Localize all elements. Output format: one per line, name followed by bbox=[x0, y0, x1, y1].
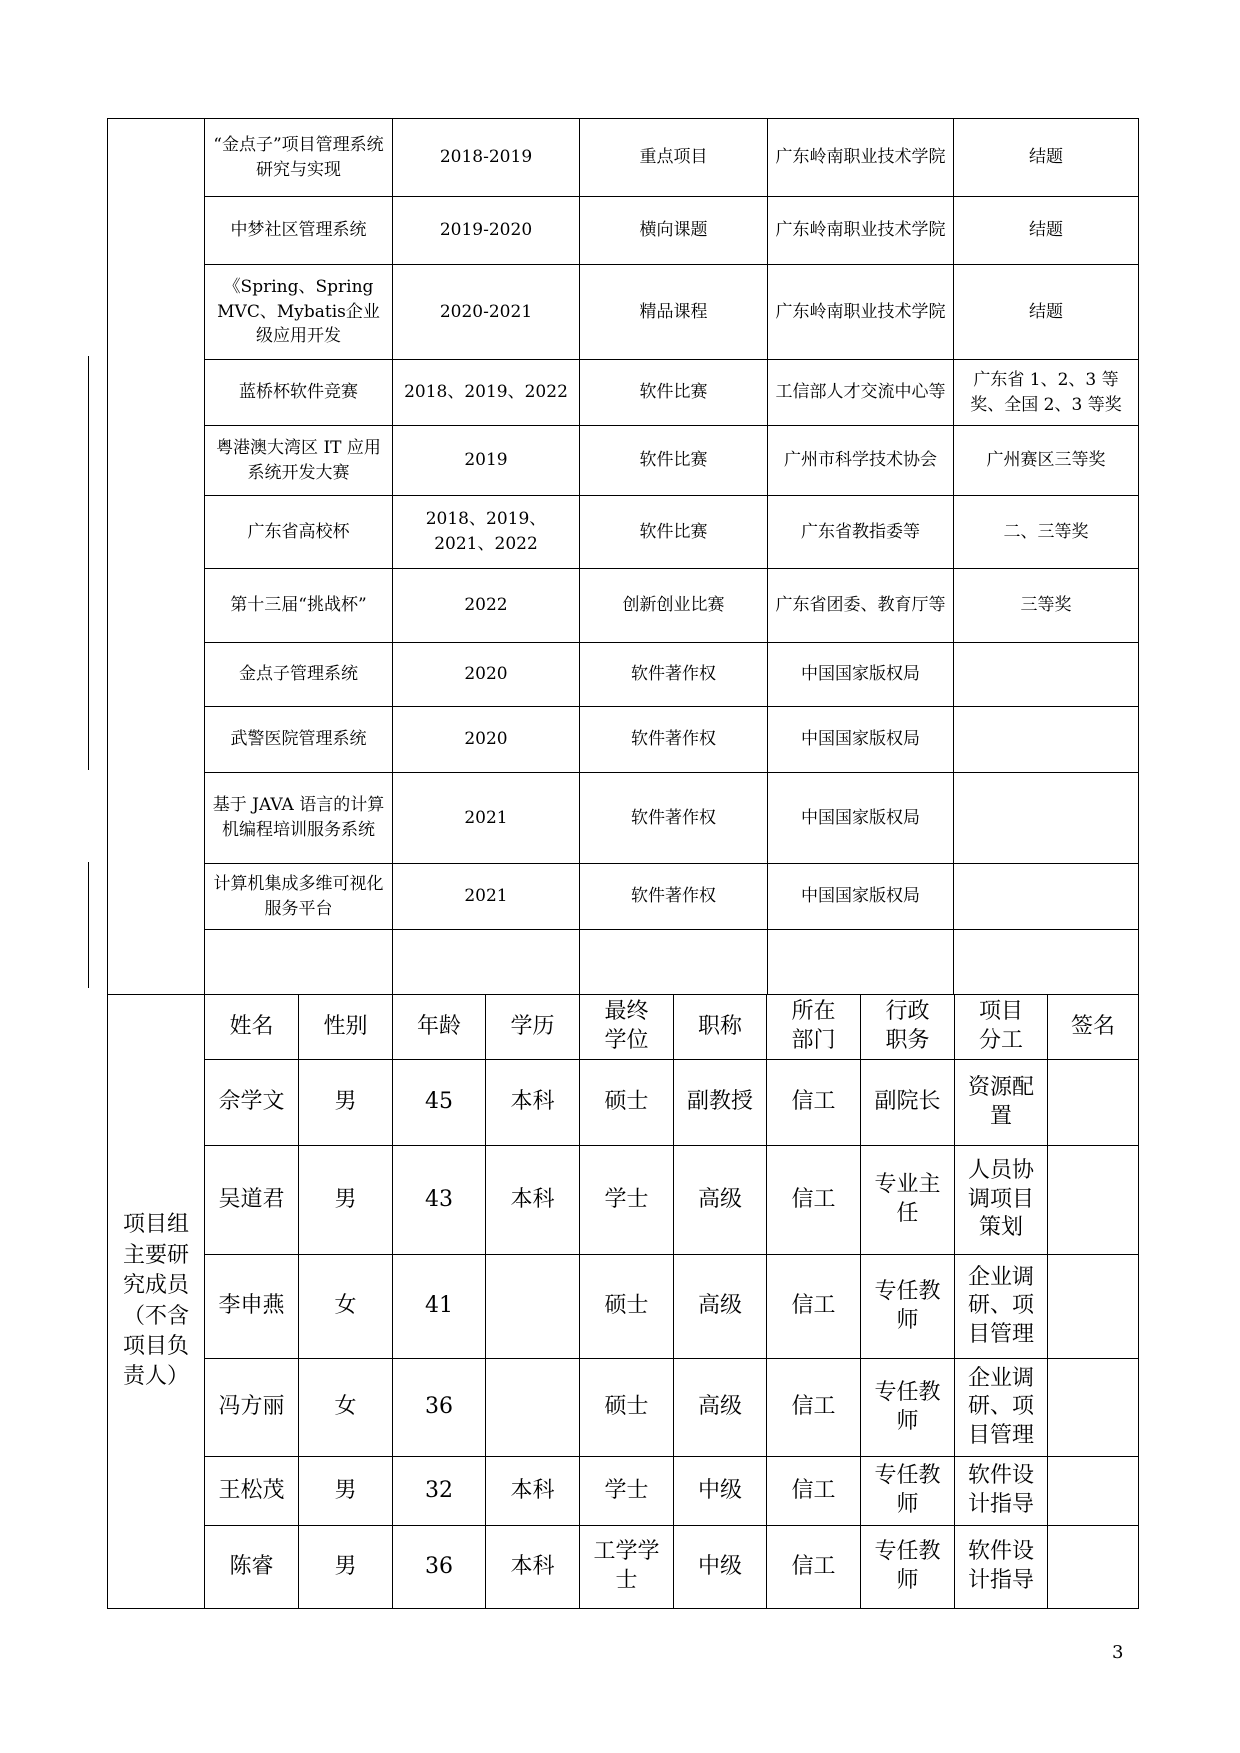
member-signature bbox=[1048, 1359, 1139, 1457]
project-name: 蓝桥杯软件竞赛 bbox=[205, 360, 393, 426]
member-age: 36 bbox=[393, 1526, 486, 1609]
header-dept-text: 所在部门 bbox=[791, 999, 836, 1053]
table-row bbox=[108, 773, 1139, 864]
member-name: 佘学文 bbox=[205, 1060, 299, 1146]
member-gender: 女 bbox=[299, 1255, 393, 1359]
member-role-text: 人员协调项目策划 bbox=[967, 1158, 1034, 1241]
projects-table bbox=[107, 118, 1139, 995]
member-role bbox=[955, 1457, 1048, 1526]
project-result: 广州赛区三等奖 bbox=[954, 426, 1139, 496]
member-education: 本科 bbox=[486, 1457, 580, 1526]
member-education bbox=[486, 1255, 580, 1359]
member-dept: 信工 bbox=[767, 1359, 861, 1457]
table-row bbox=[108, 1146, 1139, 1255]
project-org: 中国国家版权局 bbox=[768, 773, 954, 864]
project-period bbox=[393, 930, 580, 995]
project-result: 结题 bbox=[954, 265, 1139, 360]
table-row bbox=[108, 569, 1139, 643]
project-org: 广州市科学技术协会 bbox=[768, 426, 954, 496]
member-title: 中级 bbox=[674, 1526, 767, 1609]
project-type: 横向课题 bbox=[580, 197, 768, 265]
member-age: 32 bbox=[393, 1457, 486, 1526]
project-type: 软件著作权 bbox=[580, 643, 768, 707]
members-header-row bbox=[108, 995, 1139, 1060]
member-role bbox=[955, 1060, 1048, 1146]
table-row bbox=[108, 1526, 1139, 1609]
header-age: 年龄 bbox=[393, 995, 486, 1060]
member-role-text: 企业调研、项目管理 bbox=[967, 1365, 1034, 1448]
project-name: 粤港澳大湾区 IT 应用系统开发大赛 bbox=[205, 426, 393, 496]
page-number: 3 bbox=[1112, 1642, 1124, 1663]
project-period: 2019 bbox=[393, 426, 580, 496]
member-signature bbox=[1048, 1526, 1139, 1609]
header-position-text: 行政职务 bbox=[885, 999, 930, 1053]
project-type: 软件著作权 bbox=[580, 773, 768, 864]
table-row bbox=[108, 1255, 1139, 1359]
project-result bbox=[954, 864, 1139, 930]
project-org: 中国国家版权局 bbox=[768, 864, 954, 930]
member-gender: 女 bbox=[299, 1359, 393, 1457]
member-position bbox=[861, 1146, 955, 1255]
project-period: 2020 bbox=[393, 643, 580, 707]
table-row bbox=[108, 864, 1139, 930]
member-degree bbox=[580, 1526, 674, 1609]
header-role bbox=[955, 995, 1048, 1060]
member-title: 副教授 bbox=[674, 1060, 767, 1146]
member-name: 李申燕 bbox=[205, 1255, 299, 1359]
margin-line-upper bbox=[88, 356, 89, 770]
project-period: 2018、2019、2021、2022 bbox=[393, 496, 580, 569]
member-signature bbox=[1048, 1457, 1139, 1526]
project-result bbox=[954, 707, 1139, 773]
member-gender: 男 bbox=[299, 1526, 393, 1609]
member-degree: 学士 bbox=[580, 1146, 674, 1255]
member-education: 本科 bbox=[486, 1526, 580, 1609]
project-type: 软件比赛 bbox=[580, 496, 768, 569]
project-result bbox=[954, 773, 1139, 864]
member-role-text: 企业调研、项目管理 bbox=[967, 1264, 1034, 1347]
member-role bbox=[955, 1359, 1048, 1457]
header-name: 姓名 bbox=[205, 995, 299, 1060]
project-period: 2018、2019、2022 bbox=[393, 360, 580, 426]
project-name bbox=[205, 930, 393, 995]
project-name: 第十三届“挑战杯” bbox=[205, 569, 393, 643]
margin-line-lower bbox=[88, 862, 89, 988]
table-row bbox=[108, 360, 1139, 426]
header-signature: 签名 bbox=[1048, 995, 1139, 1060]
header-dept bbox=[767, 995, 861, 1060]
member-dept: 信工 bbox=[767, 1146, 861, 1255]
project-name: 金点子管理系统 bbox=[205, 643, 393, 707]
project-name: 广东省高校杯 bbox=[205, 496, 393, 569]
table-row bbox=[108, 197, 1139, 265]
project-org: 中国国家版权局 bbox=[768, 643, 954, 707]
member-role-text: 资源配置 bbox=[967, 1074, 1034, 1129]
project-period: 2020 bbox=[393, 707, 580, 773]
member-title: 高级 bbox=[674, 1255, 767, 1359]
member-position bbox=[861, 1359, 955, 1457]
header-degree bbox=[580, 995, 674, 1060]
member-dept: 信工 bbox=[767, 1526, 861, 1609]
members-table bbox=[107, 994, 1139, 1609]
member-dept: 信工 bbox=[767, 1255, 861, 1359]
member-position bbox=[861, 1457, 955, 1526]
header-gender: 性别 bbox=[299, 995, 393, 1060]
member-signature bbox=[1048, 1255, 1139, 1359]
project-org: 广东岭南职业技术学院 bbox=[768, 197, 954, 265]
member-name: 王松茂 bbox=[205, 1457, 299, 1526]
project-type: 软件著作权 bbox=[580, 707, 768, 773]
member-title: 高级 bbox=[674, 1359, 767, 1457]
member-gender: 男 bbox=[299, 1457, 393, 1526]
project-period: 2018-2019 bbox=[393, 119, 580, 197]
project-period: 2021 bbox=[393, 773, 580, 864]
project-period: 2020-2021 bbox=[393, 265, 580, 360]
project-period: 2019-2020 bbox=[393, 197, 580, 265]
header-role-text: 项目分工 bbox=[978, 999, 1023, 1053]
project-name: 《Spring、Spring MVC、Mybatis企业级应用开发 bbox=[205, 265, 393, 360]
member-name: 陈睿 bbox=[205, 1526, 299, 1609]
member-position bbox=[861, 1526, 955, 1609]
member-signature bbox=[1048, 1146, 1139, 1255]
project-org bbox=[768, 930, 954, 995]
table-row bbox=[108, 426, 1139, 496]
project-result: 二、三等奖 bbox=[954, 496, 1139, 569]
table-row bbox=[108, 1359, 1139, 1457]
header-position bbox=[861, 995, 955, 1060]
member-age: 43 bbox=[393, 1146, 486, 1255]
member-age: 36 bbox=[393, 1359, 486, 1457]
project-org: 广东省团委、教育厅等 bbox=[768, 569, 954, 643]
project-type: 重点项目 bbox=[580, 119, 768, 197]
project-name: “金点子”项目管理系统研究与实现 bbox=[205, 119, 393, 197]
member-position-text: 专任教师 bbox=[874, 1539, 941, 1593]
header-title: 职称 bbox=[674, 995, 767, 1060]
table-row bbox=[108, 119, 1139, 197]
member-position-text: 专业主任 bbox=[874, 1172, 941, 1226]
table-row bbox=[108, 1457, 1139, 1526]
table-row bbox=[108, 643, 1139, 707]
member-role-text: 软件设计指导 bbox=[967, 1539, 1034, 1593]
member-role bbox=[955, 1146, 1048, 1255]
member-role bbox=[955, 1526, 1048, 1609]
project-name: 武警医院管理系统 bbox=[205, 707, 393, 773]
member-signature bbox=[1048, 1060, 1139, 1146]
member-dept: 信工 bbox=[767, 1060, 861, 1146]
table-row bbox=[108, 930, 1139, 995]
member-education bbox=[486, 1359, 580, 1457]
member-education: 本科 bbox=[486, 1060, 580, 1146]
project-org: 广东岭南职业技术学院 bbox=[768, 119, 954, 197]
member-degree-text: 工学学士 bbox=[593, 1539, 660, 1593]
table-row bbox=[108, 496, 1139, 569]
member-education: 本科 bbox=[486, 1146, 580, 1255]
member-position-text: 专任教师 bbox=[874, 1278, 941, 1333]
project-org: 广东省教指委等 bbox=[768, 496, 954, 569]
project-period: 2021 bbox=[393, 864, 580, 930]
member-degree: 学士 bbox=[580, 1457, 674, 1526]
member-role bbox=[955, 1255, 1048, 1359]
project-type: 软件比赛 bbox=[580, 426, 768, 496]
project-type: 精品课程 bbox=[580, 265, 768, 360]
projects-left-blank-cell bbox=[108, 119, 205, 995]
member-dept: 信工 bbox=[767, 1457, 861, 1526]
project-name: 中梦社区管理系统 bbox=[205, 197, 393, 265]
member-role-text: 软件设计指导 bbox=[967, 1463, 1034, 1517]
project-result: 三等奖 bbox=[954, 569, 1139, 643]
header-education: 学历 bbox=[486, 995, 580, 1060]
member-position-text: 专任教师 bbox=[874, 1463, 941, 1517]
member-position: 副院长 bbox=[861, 1060, 955, 1146]
project-type: 软件比赛 bbox=[580, 360, 768, 426]
project-period: 2022 bbox=[393, 569, 580, 643]
member-gender: 男 bbox=[299, 1146, 393, 1255]
project-result bbox=[954, 643, 1139, 707]
project-result bbox=[954, 930, 1139, 995]
member-position-text: 专任教师 bbox=[874, 1379, 941, 1434]
table-row bbox=[108, 707, 1139, 773]
project-type: 创新创业比赛 bbox=[580, 569, 768, 643]
project-org: 广东岭南职业技术学院 bbox=[768, 265, 954, 360]
project-org: 工信部人才交流中心等 bbox=[768, 360, 954, 426]
member-age: 41 bbox=[393, 1255, 486, 1359]
project-name: 计算机集成多维可视化服务平台 bbox=[205, 864, 393, 930]
member-title: 高级 bbox=[674, 1146, 767, 1255]
project-name: 基于 JAVA 语言的计算机编程培训服务系统 bbox=[205, 773, 393, 864]
member-name: 冯方丽 bbox=[205, 1359, 299, 1457]
header-degree-text: 最终学位 bbox=[604, 999, 649, 1053]
members-section-label-cell bbox=[108, 995, 205, 1609]
member-degree: 硕士 bbox=[580, 1359, 674, 1457]
project-type: 软件著作权 bbox=[580, 864, 768, 930]
member-degree: 硕士 bbox=[580, 1060, 674, 1146]
member-position bbox=[861, 1255, 955, 1359]
member-age: 45 bbox=[393, 1060, 486, 1146]
project-type bbox=[580, 930, 768, 995]
table-row bbox=[108, 265, 1139, 360]
project-result: 广东省 1、2、3 等奖、全国 2、3 等奖 bbox=[954, 360, 1139, 426]
member-degree: 硕士 bbox=[580, 1255, 674, 1359]
project-result: 结题 bbox=[954, 197, 1139, 265]
member-title: 中级 bbox=[674, 1457, 767, 1526]
project-org: 中国国家版权局 bbox=[768, 707, 954, 773]
members-section-label: 项目组主要研究成员（不含项目负责人） bbox=[122, 1212, 189, 1390]
project-result: 结题 bbox=[954, 119, 1139, 197]
table-row bbox=[108, 1060, 1139, 1146]
member-gender: 男 bbox=[299, 1060, 393, 1146]
member-name: 吴道君 bbox=[205, 1146, 299, 1255]
